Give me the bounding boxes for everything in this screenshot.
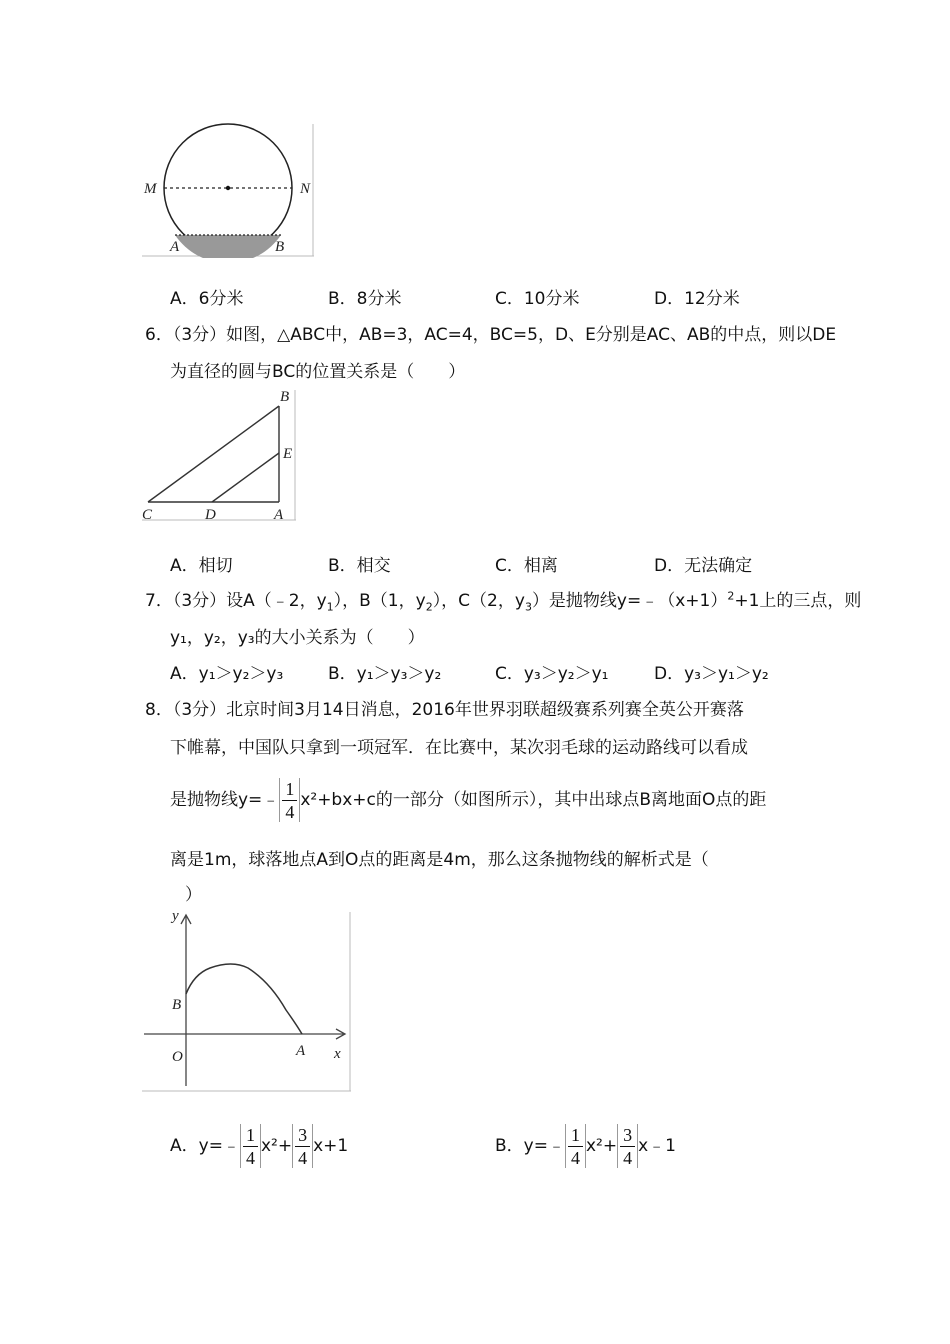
q8-fraction: $\frac{1}{4}$ [282, 780, 297, 821]
q8-option-b[interactable]: B．y=﹣ $\frac{1}{4}$ x²+ $\frac{3}{4}$ x﹣1 [495, 1124, 676, 1168]
q7-option-c[interactable]: C．y₃＞y₂＞y₁ [495, 664, 609, 684]
q6-option-a[interactable]: A．相切 [170, 556, 233, 576]
q7-option-d[interactable]: D．y₃＞y₁＞y₂ [654, 664, 769, 684]
q5-circle-figure [140, 122, 318, 258]
q6-option-c[interactable]: C．相离 [495, 556, 558, 576]
label-D: D [205, 507, 216, 523]
q6-option-b[interactable]: B．相交 [328, 556, 391, 576]
label-E: E [283, 446, 293, 462]
label-x: x [334, 1046, 341, 1062]
q6-option-d[interactable]: D．无法确定 [654, 556, 753, 576]
q7-question-line1: 7．（3分）设A（﹣2，$y_1$），B（1，$y_2$），C（2，$y_3$）是抛物线$y=﹣(x+1)^2+1$上的三点，则 [145, 589, 862, 614]
label-B: B [172, 997, 182, 1013]
q6-question-line1: 6．（3分）如图，△ABC中，AB=3，AC=4，BC=5，D、E分别是AC、AB的中点，则以DE [145, 325, 837, 345]
q8-question-line1: 8．（3分）北京时间3月14日消息，2016年世界羽联超级赛系列赛全英公开赛落 [145, 700, 744, 720]
label-A: A [296, 1043, 306, 1059]
label-B: B [275, 239, 285, 255]
label-M: M [144, 181, 157, 197]
label-y: y [172, 908, 179, 924]
label-N: N [300, 181, 311, 197]
q5-option-c[interactable]: C．10分米 [495, 289, 580, 309]
q8-question-line3: 是抛物线y=﹣ $\frac{1}{4}$ x²+bx+c的一部分（如图所示），其中出球点B离地面O点的距 [170, 778, 767, 822]
q6-triangle-figure [140, 388, 300, 524]
q8-option-a[interactable]: A．y=﹣ $\frac{1}{4}$ x²+ $\frac{3}{4}$ x+1 [170, 1124, 349, 1168]
q8-question-line2: 下帷幕，中国队只拿到一项冠军．在比赛中，某次羽毛球的运动路线可以看成 [170, 738, 748, 758]
q5-option-b[interactable]: B．8分米 [328, 289, 402, 309]
label-A: A [274, 507, 284, 523]
q5-option-a[interactable]: A．6分米 [170, 289, 244, 309]
label-C: C [142, 507, 153, 523]
label-A: A [170, 239, 180, 255]
q8-question-line5: ） [185, 885, 202, 905]
q7-option-b[interactable]: B．y₁＞y₃＞y₂ [328, 664, 442, 684]
q5-option-d[interactable]: D．12分米 [654, 289, 740, 309]
q8-question-line4: 离是1m，球落地点A到O点的距离是4m，那么这条抛物线的解析式是（ [170, 850, 709, 870]
label-B: B [280, 389, 290, 405]
q7-question-line2: y₁，y₂，y₃的大小关系为（ ） [170, 628, 425, 648]
q6-question-line2: 为直径的圆与BC的位置关系是（ ） [170, 362, 466, 382]
label-O: O [172, 1049, 183, 1065]
q8-parabola-figure [140, 908, 354, 1094]
q7-option-a[interactable]: A．y₁＞y₂＞y₃ [170, 664, 284, 684]
